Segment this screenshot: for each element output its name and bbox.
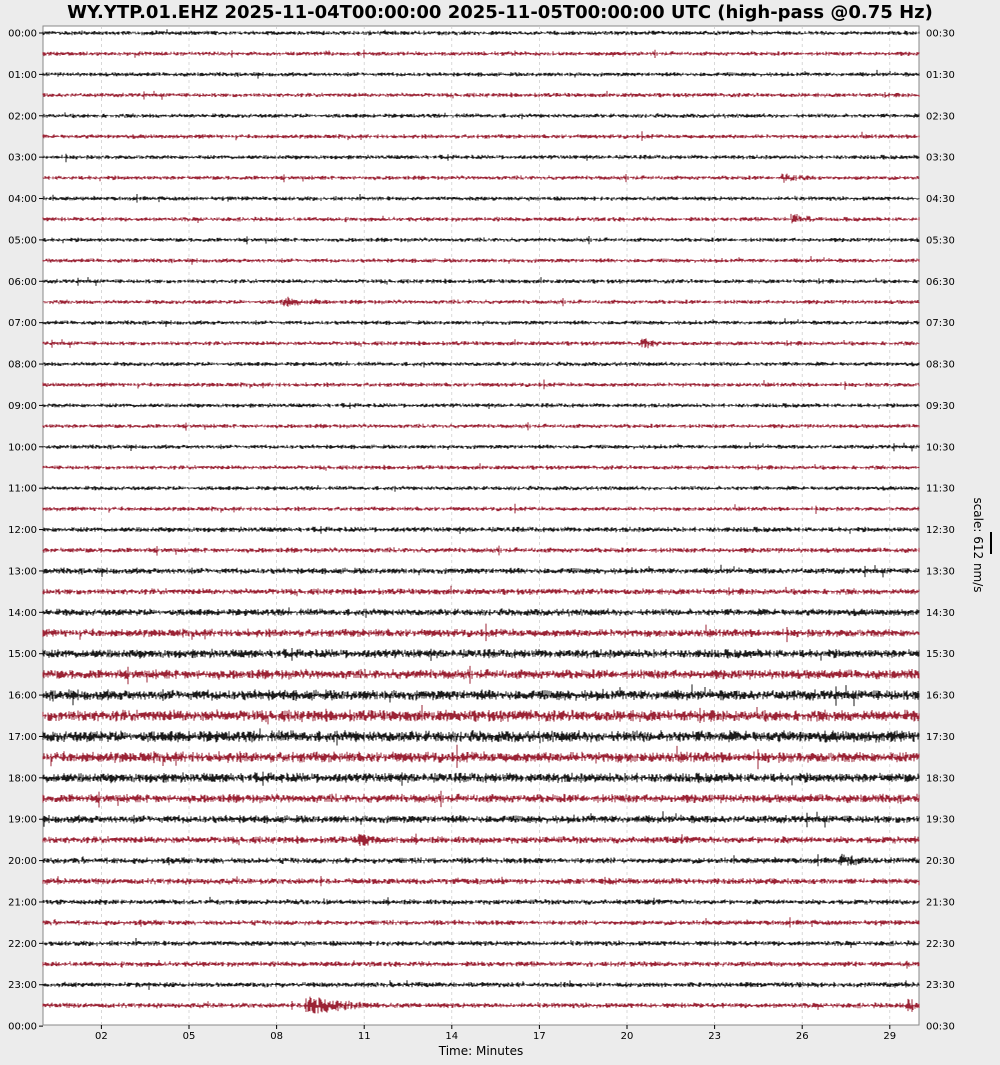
left-time-label: 01:00 xyxy=(8,69,37,81)
x-tick-label: 14 xyxy=(445,1031,459,1042)
right-time-label: 03:30 xyxy=(926,152,955,164)
left-time-label: 15:00 xyxy=(8,649,37,661)
left-time-label: 11:00 xyxy=(8,483,37,495)
left-time-label: 07:00 xyxy=(8,318,37,330)
right-time-label: 23:30 xyxy=(926,980,955,992)
right-time-label: 11:30 xyxy=(926,483,955,495)
left-time-label: 23:00 xyxy=(8,980,37,992)
right-time-label: 06:30 xyxy=(926,276,955,288)
x-tick-label: 20 xyxy=(620,1031,634,1042)
right-time-label: 15:30 xyxy=(926,649,955,661)
x-axis-ticks xyxy=(95,1025,896,1042)
right-time-label: 17:30 xyxy=(926,731,955,743)
right-time-label: 19:30 xyxy=(926,814,955,826)
left-time-label: 00:00 xyxy=(8,28,37,40)
left-time-label: 17:00 xyxy=(8,731,37,743)
left-time-label: 02:00 xyxy=(8,111,37,123)
scale-label: scale: 612 nm/s xyxy=(971,497,985,593)
right-time-label: 22:30 xyxy=(926,938,955,950)
x-tick-label: 05 xyxy=(182,1031,196,1042)
left-time-label: 00:00 xyxy=(8,1021,37,1033)
left-time-label: 05:00 xyxy=(8,235,37,247)
right-time-label: 16:30 xyxy=(926,690,955,702)
left-time-labels xyxy=(8,29,43,1033)
x-tick-label: 29 xyxy=(883,1031,897,1042)
left-time-label: 16:00 xyxy=(8,690,37,702)
left-time-label: 10:00 xyxy=(8,442,37,454)
x-tick-label: 02 xyxy=(95,1031,108,1042)
left-time-label: 08:00 xyxy=(8,359,37,371)
right-time-label: 20:30 xyxy=(926,856,955,868)
right-time-label: 12:30 xyxy=(926,525,955,537)
x-axis-label: Time: Minutes xyxy=(438,1044,524,1058)
left-time-label: 20:00 xyxy=(8,856,37,868)
left-time-label: 19:00 xyxy=(8,814,37,826)
left-time-label: 06:00 xyxy=(8,276,37,288)
left-time-label: 18:00 xyxy=(8,773,37,785)
x-tick-label: 26 xyxy=(795,1031,809,1042)
right-time-label: 02:30 xyxy=(926,111,955,123)
x-tick-label: 23 xyxy=(708,1031,721,1042)
x-tick-label: 17 xyxy=(533,1031,546,1042)
right-time-label: 05:30 xyxy=(926,235,955,247)
right-time-label: 08:30 xyxy=(926,359,955,371)
right-time-label: 21:30 xyxy=(926,897,955,909)
left-time-label: 21:00 xyxy=(8,897,37,909)
x-tick-label: 08 xyxy=(270,1031,283,1042)
right-time-label: 04:30 xyxy=(926,194,955,206)
left-time-label: 14:00 xyxy=(8,607,37,619)
left-time-label: 22:00 xyxy=(8,938,37,950)
left-time-label: 03:00 xyxy=(8,152,37,164)
x-tick-label: 11 xyxy=(357,1031,371,1042)
right-time-label: 01:30 xyxy=(926,69,955,81)
chart-title: WY.YTP.01.EHZ 2025-11-04T00:00:00 2025-11-05T00:00:00 UTC (high-pass @0.75 Hz) xyxy=(67,2,933,23)
left-time-label: 13:00 xyxy=(8,566,37,578)
right-time-label: 07:30 xyxy=(926,318,955,330)
right-time-label: 09:30 xyxy=(926,400,955,412)
plot-area xyxy=(43,26,919,1025)
right-time-label: 14:30 xyxy=(926,607,955,619)
left-time-label: 04:00 xyxy=(8,194,37,206)
left-time-label: 12:00 xyxy=(8,525,37,537)
left-time-label: 09:00 xyxy=(8,400,37,412)
right-time-labels xyxy=(926,29,955,1033)
right-time-label: 10:30 xyxy=(926,442,955,454)
right-time-label: 00:30 xyxy=(926,28,955,40)
right-time-label: 00:30 xyxy=(926,1021,955,1033)
right-time-label: 18:30 xyxy=(926,773,955,785)
right-time-label: 13:30 xyxy=(926,566,955,578)
